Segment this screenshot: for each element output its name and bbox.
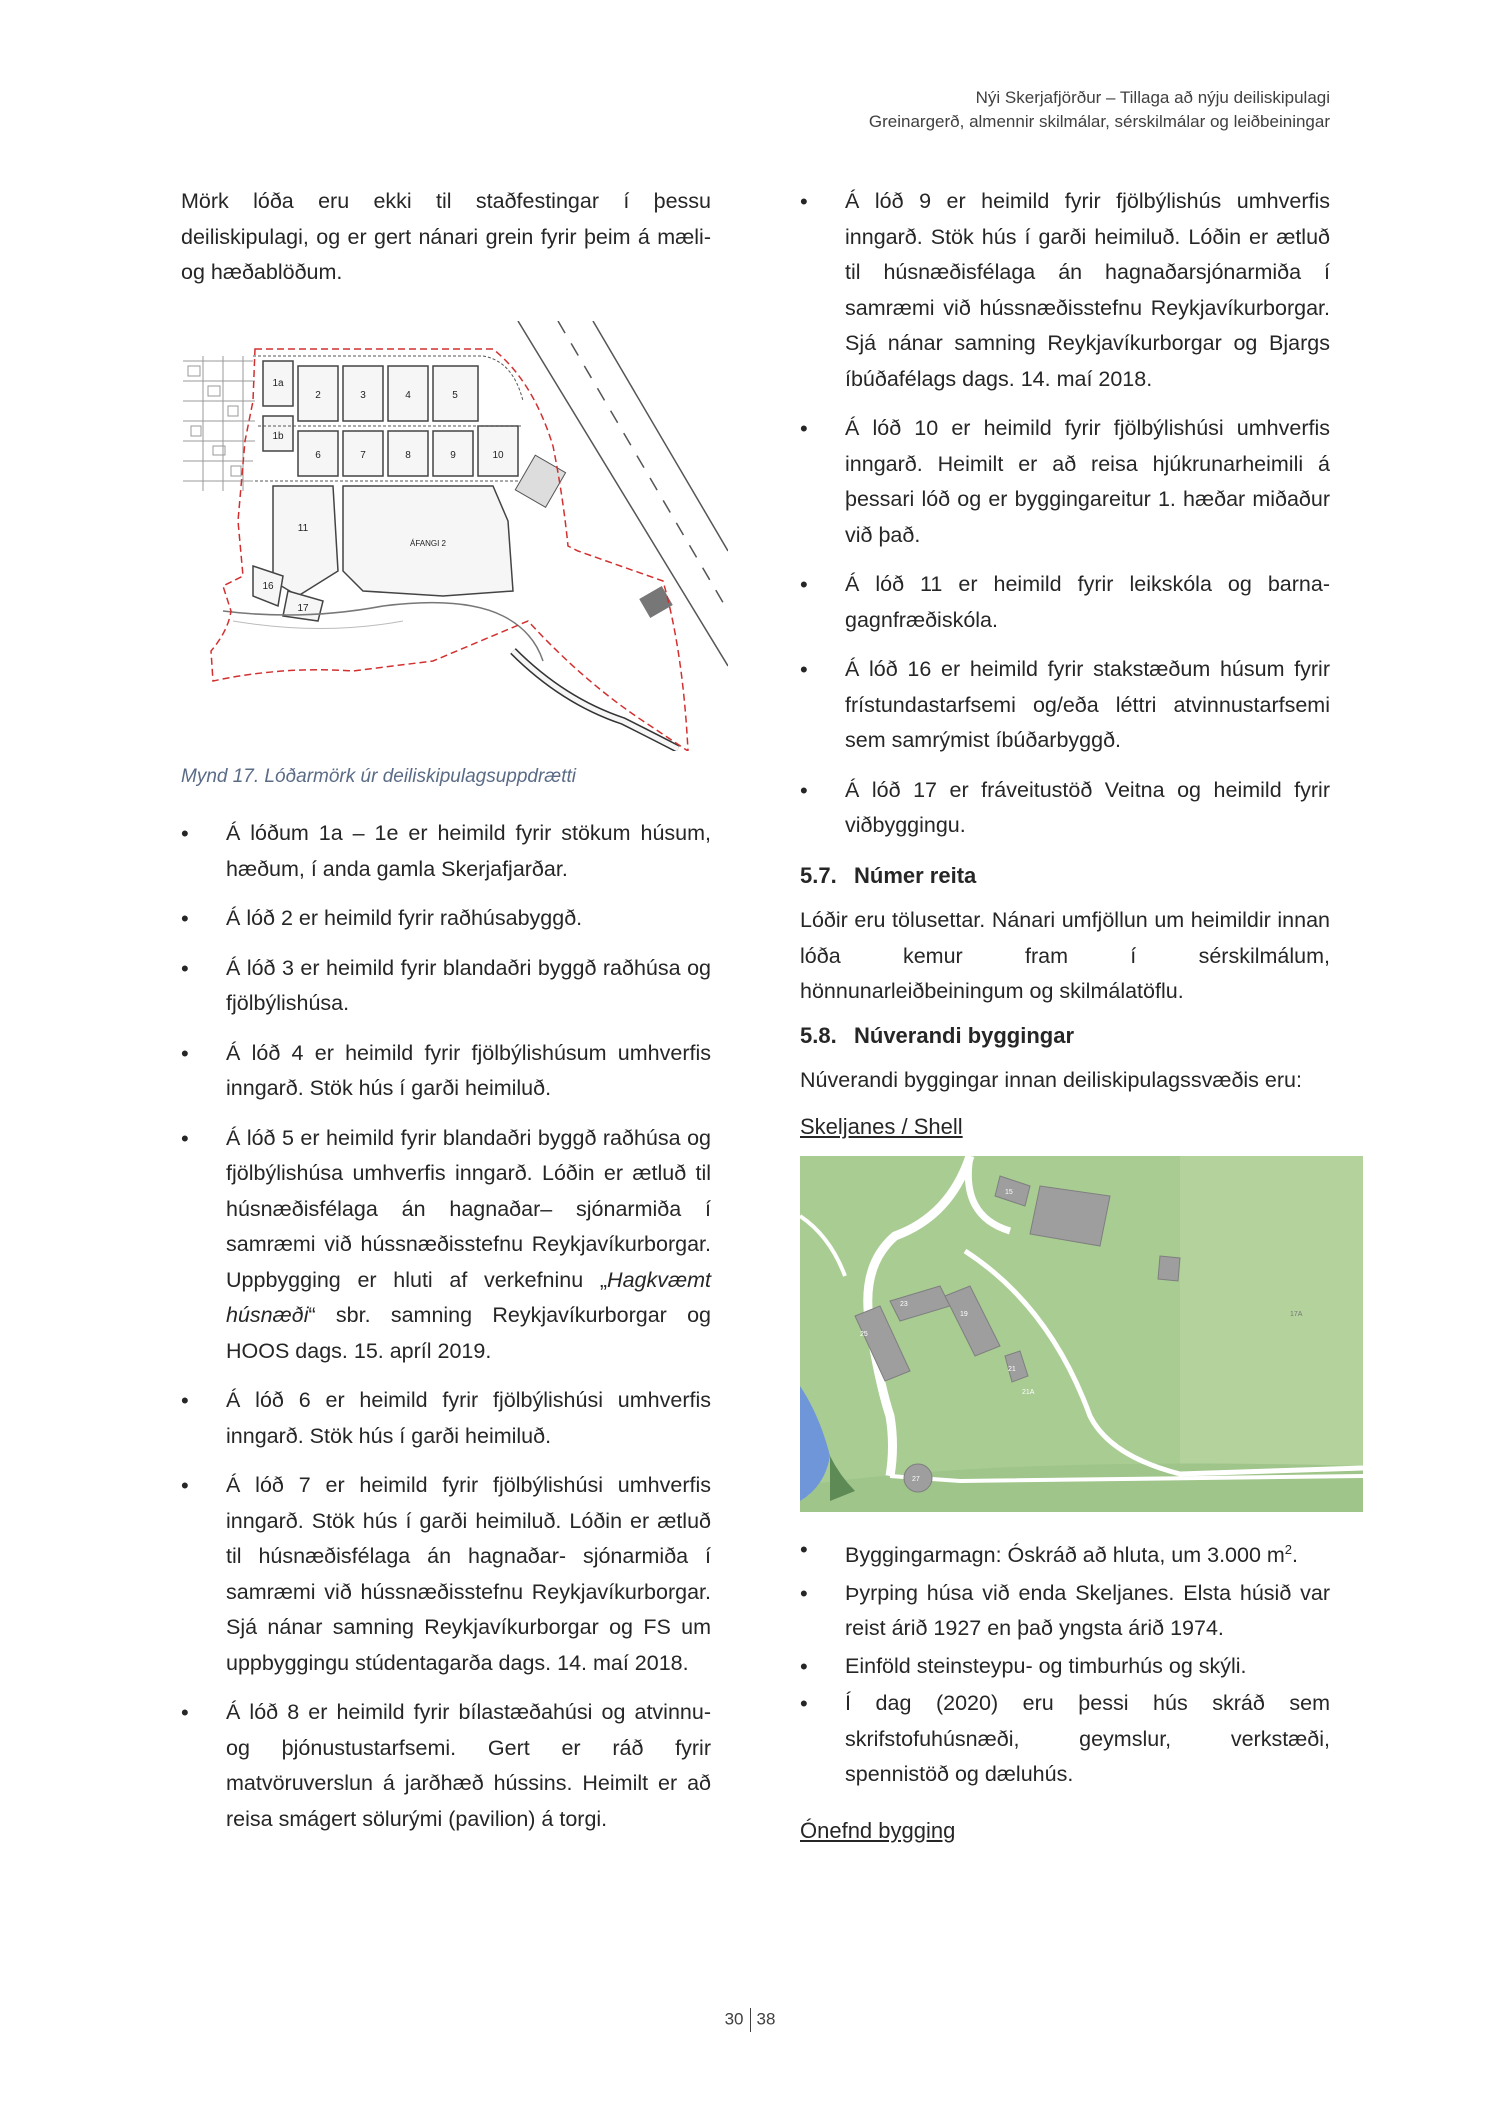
list-item: • Í dag (2020) eru þessi hús skráð sem skrifstofuhúsnæði, geymslur, verkstæði, spennistöð og dæluhús. <box>800 1686 1330 1793</box>
map-label: 4 <box>405 389 411 401</box>
map-label: 10 <box>492 449 504 461</box>
map-label: 1a <box>272 377 284 389</box>
list-item: • Á lóð 2 er heimild fyrir raðhúsabyggð. <box>181 901 711 937</box>
intro-paragraph: Mörk lóða eru ekki til staðfestingar í þessu deiliskipulagi, og er gert nánari grein fyrir þeim á mæli- og hæðablöðum. <box>181 189 711 284</box>
photo-label: 21A <box>1022 1389 1035 1396</box>
subheading-skeljanes: Skeljanes / Shell <box>800 1113 963 1139</box>
page-total: 38 <box>756 2009 776 2029</box>
page-separator <box>750 2008 751 2032</box>
list-item: • Á lóð 6 er heimild fyrir fjölbýlishúsi umhverfis inngarð. Stök hús í garði heimiluð. <box>181 1383 711 1454</box>
left-column <box>181 184 711 1851</box>
photo-label: 25 <box>860 1331 868 1338</box>
page-footer <box>0 2008 1500 2032</box>
list-item: • Byggingarmagn: Óskráð að hluta, um 3.000 $m^2$. <box>800 1532 1330 1574</box>
section-heading-5-7: 5.7. Númer reita <box>800 862 977 888</box>
list-item: • Á lóð 9 er heimild fyrir fjölbýlishús umhverfis inngarð. Stök hús í garði heimiluð. Lóðin er ætluð til húsnæðisfélaga án hagnaðarsjónarmiða í samræmi við hússnæðisstefnu Reykjavíkurborgar. Sjá nánar samning Reykjavíkurborgar og Bjargs íbúðafélags dags. 14. maí 2018. <box>800 184 1330 397</box>
list-item: • Á lóð 4 er heimild fyrir fjölbýlishúsum umhverfis inngarð. Stök hús í garði heimiluð. <box>181 1036 711 1107</box>
list-item: • Á lóð 16 er heimild fyrir stakstæðum húsum fyrir frístundastarfsemi og/eða léttri atvinnustarfsemi sem samrýmist íbúðarbyggð. <box>800 652 1330 759</box>
map-label: 3 <box>360 389 366 401</box>
photo-label: 27 <box>912 1476 920 1483</box>
aerial-map <box>800 1156 1363 1512</box>
section-heading-5-8: 5.8. Núverandi byggingar <box>800 1022 1075 1048</box>
site-plan-map <box>183 321 728 751</box>
map-label: 11 <box>297 522 309 534</box>
map-label: 6 <box>315 449 321 461</box>
map-label: 1b <box>272 430 284 442</box>
figure-caption: Mynd 17. Lóðarmörk úr deiliskipulagsuppdrætti <box>181 765 576 787</box>
list-item: • Á lóð 7 er heimild fyrir fjölbýlishúsi umhverfis inngarð. Stök hús í garði heimiluð. Lóðin er ætluð til húsnæðisfélaga án hagnaðar- sjónarmiða í samræmi við hússnæðisstefnu Reykjavíkurborgar. Sjá nánar samning Reykjavíkurborgar og FS um uppbyggingu stúdentagarða dags. 14. maí 2018. <box>181 1468 711 1681</box>
photo-label: 17A <box>1290 1311 1303 1318</box>
emphasis-text: Hagkvæmt húsnæði <box>226 1267 711 1327</box>
plot-rules-list <box>181 816 711 1837</box>
photo-label: 15 <box>1005 1189 1013 1196</box>
right-column <box>800 184 1330 1860</box>
aerial-photo <box>800 1156 1363 1512</box>
map-label: 5 <box>452 389 458 401</box>
photo-label: 21 <box>1008 1366 1016 1373</box>
list-item: • Einföld steinsteypu- og timburhús og skýli. <box>800 1649 1330 1685</box>
subheading-unnamed-building: Ónefnd bygging <box>800 1817 956 1843</box>
site-plan-figure <box>183 321 728 751</box>
section-5-8-text: Núverandi byggingar innan deiliskipulagssvæðis eru: <box>800 1068 1302 1092</box>
list-item: • Á lóð 3 er heimild fyrir blandaðri byggð raðhúsa og fjölbýlishúsa. <box>181 951 711 1022</box>
list-item: • Á lóð 11 er heimild fyrir leikskóla og barna- gagnfræðiskóla. <box>800 567 1330 638</box>
list-item: • Á lóð 10 er heimild fyrir fjölbýlishúsi umhverfis inngarð. Heimilt er að reisa hjúkrunarheimili á þessari lóð og er byggingareitur 1. hæðar miðaður við það. <box>800 411 1330 553</box>
list-item: • Á lóðum 1a – 1e er heimild fyrir stökum húsum, hæðum, í anda gamla Skerjafjarðar. <box>181 816 711 887</box>
photo-label: 23 <box>900 1301 908 1308</box>
map-label: 2 <box>315 389 321 401</box>
list-item: • Á lóð 8 er heimild fyrir bílastæðahúsi og atvinnu- og þjónustustarfsemi. Gert er ráð fyrir matvöruverslun á jarðhæð hússins. Heimilt er að reisa smágert sölurými (pavilion) á torgi. <box>181 1695 711 1837</box>
map-label: 16 <box>262 580 274 592</box>
map-label: 9 <box>450 449 456 461</box>
skeljanes-facts-list <box>800 1532 1330 1793</box>
list-item: • Á lóð 5 er heimild fyrir blandaðri byggð raðhúsa og fjölbýlishúsa umhverfis inngarð. Lóðin er ætluð til húsnæðisfélaga án hagnaðar– sjónarmiða í samræmi við hússnæðisstefnu Reykjavíkurborgar. Uppbygging er hluti af verkefninu „Hagkvæmt húsnæði“ sbr. samning Reykjavíkurborgar og HOOS dags. 15. apríl 2019. <box>181 1121 711 1370</box>
list-item: • Þyrping húsa við enda Skeljanes. Elsta húsið var reist árið 1927 en það yngsta árið 1974. <box>800 1576 1330 1647</box>
map-label: 8 <box>405 449 411 461</box>
map-label: 7 <box>360 449 366 461</box>
map-label: ÁFANGI 2 <box>409 538 447 548</box>
header-title: Nýi Skerjafjörður – Tillaga að nýju deiliskipulagi <box>975 88 1330 107</box>
header-subtitle: Greinargerð, almennir skilmálar, sérskilmálar og leiðbeiningar <box>868 112 1330 131</box>
page-header <box>869 86 1330 134</box>
map-label: 17 <box>297 602 309 614</box>
photo-label: 19 <box>960 1311 968 1318</box>
list-item: • Á lóð 17 er fráveitustöð Veitna og heimild fyrir viðbyggingu. <box>800 773 1330 844</box>
page-number: 30 <box>724 2009 744 2029</box>
section-5-7-text: Lóðir eru tölusettar. Nánari umfjöllun um heimildir innan lóða kemur fram í sérskilmálum, hönnunarleiðbeiningum og skilmálatöflu. <box>800 908 1330 1003</box>
plot-rules-list-continued <box>800 184 1330 844</box>
